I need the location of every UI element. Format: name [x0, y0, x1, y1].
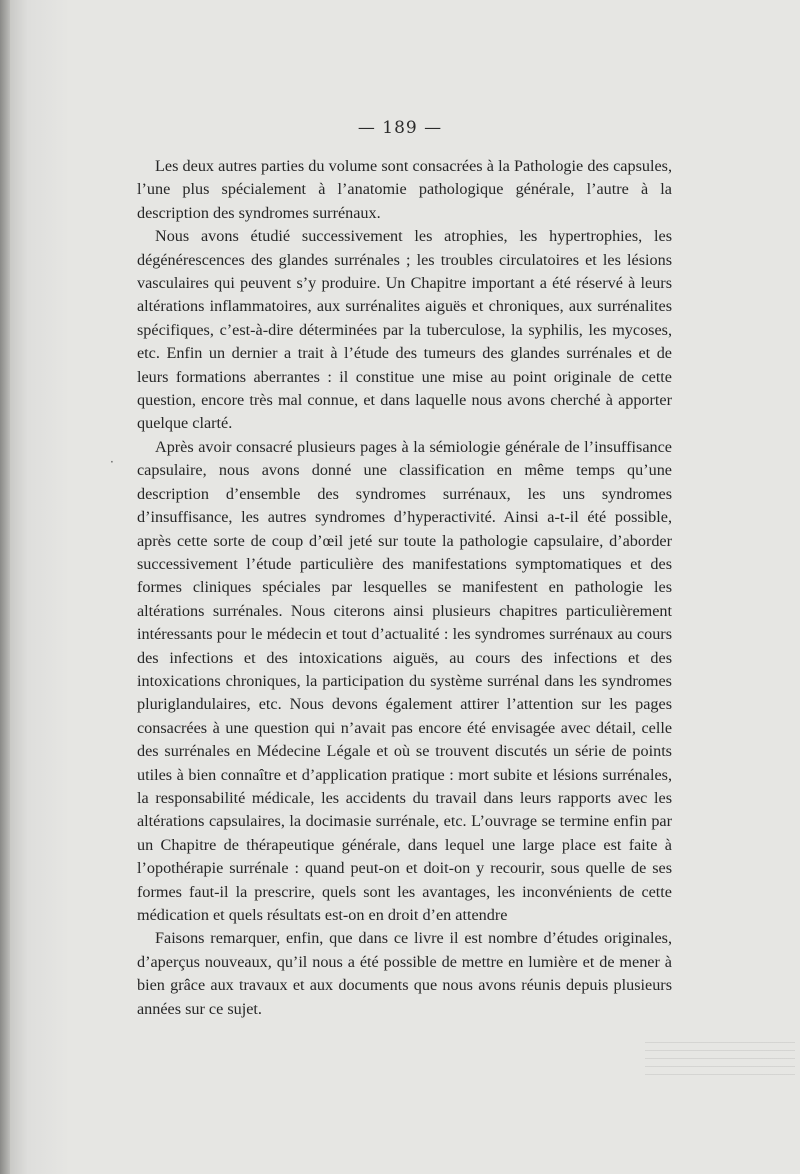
paragraph-4: Faisons remarquer, enfin, que dans ce livre il est nombre d’études originales, d’aperçus nouveaux, qu’il nous a été possible de mettre en lumière et de mener à bien grâce aux travaux et aux documents que nous avons réunis depuis plusieurs années sur ce sujet. [137, 929, 672, 1018]
paragraph-3: Après avoir consacré plusieurs pages à la sémiologie générale de l’insuffisance capsulaire, nous avons donné une classification en même temps qu’une description d’ensemble des syndromes surrénaux, les uns syndromes d’insuffisance, les autres syndromes d’hyperactivité. Ainsi a-t-il été possible, après cette sorte de coup d’œil jeté sur toute la pathologie capsulaire, d’aborder successivement l’étude particulière des manifestations symptomatiques et des formes cliniques spéciales par lesquelles se manifestent en pathologie les altérations surrénales. Nous citerons ainsi plusieurs chapitres particulièrement intéressants pour le médecin et tout d’actualité : les syndromes surrénaux au cours des infections et des intoxications aiguës, au cours des infections et des intoxications chroniques, la participation du système surrénal dans les syndromes pluriglandulaires, etc. Nous devons également attirer l’attention sur les pages consacrées à une question qui n’avait pas encore été envisagée avec détail, celle des surrénales en Médecine Légale et où se trouvent discutés un série de points utiles à bien connaître et d’application pratique : mort subite et lésions surrénales, la responsabilité médicale, les accidents du travail dans leurs rapports avec les altérations capsulaires, la docimasie surrénale, etc. L’ouvrage se termine enfin par un Chapitre de thérapeutique générale, dans lequel une large place est faite à l’opothérapie surrénale : quand peut-on et doit-on y recourir, sous quelle de ses formes faut-il la prescrire, quels sont les avantages, les inconvénients de cette médication et quels résultats est-on en droit d’en attendre [137, 437, 672, 924]
page-body [137, 155, 672, 1021]
page-gutter-shadow [0, 0, 10, 1174]
margin-mark: · [110, 455, 114, 469]
paragraph-1: Les deux autres parties du volume sont consacrées à la Pathologie des capsules, l’une plus spécialement à l’anatomie pathologique générale, l’autre à la description des syndromes surrénaux. [137, 157, 672, 222]
page-number: — 189 — [357, 118, 443, 138]
paragraph-2: Nous avons étudié successivement les atrophies, les hypertrophies, les dégénérescences des glandes surrénales ; les troubles circulatoires et les lésions vasculaires qui peuvent s’y produire. Un Chapitre important a été réservé à leurs altérations inflammatoires, aux surrénalites aiguës et chroniques, aux surrénalites spécifiques, c’est-à-dire déterminées par la tuberculose, la syphilis, les mycoses, etc. Enfin un dernier a trait à l’étude des tumeurs des glandes surrénales et de leurs formations aberrantes : il constitue une mise au point originale de cette question, encore très mal connue, et dans laquelle nous avons cherché à apporter quelque clarté. [137, 227, 672, 433]
bleed-through-text [645, 1035, 795, 1075]
